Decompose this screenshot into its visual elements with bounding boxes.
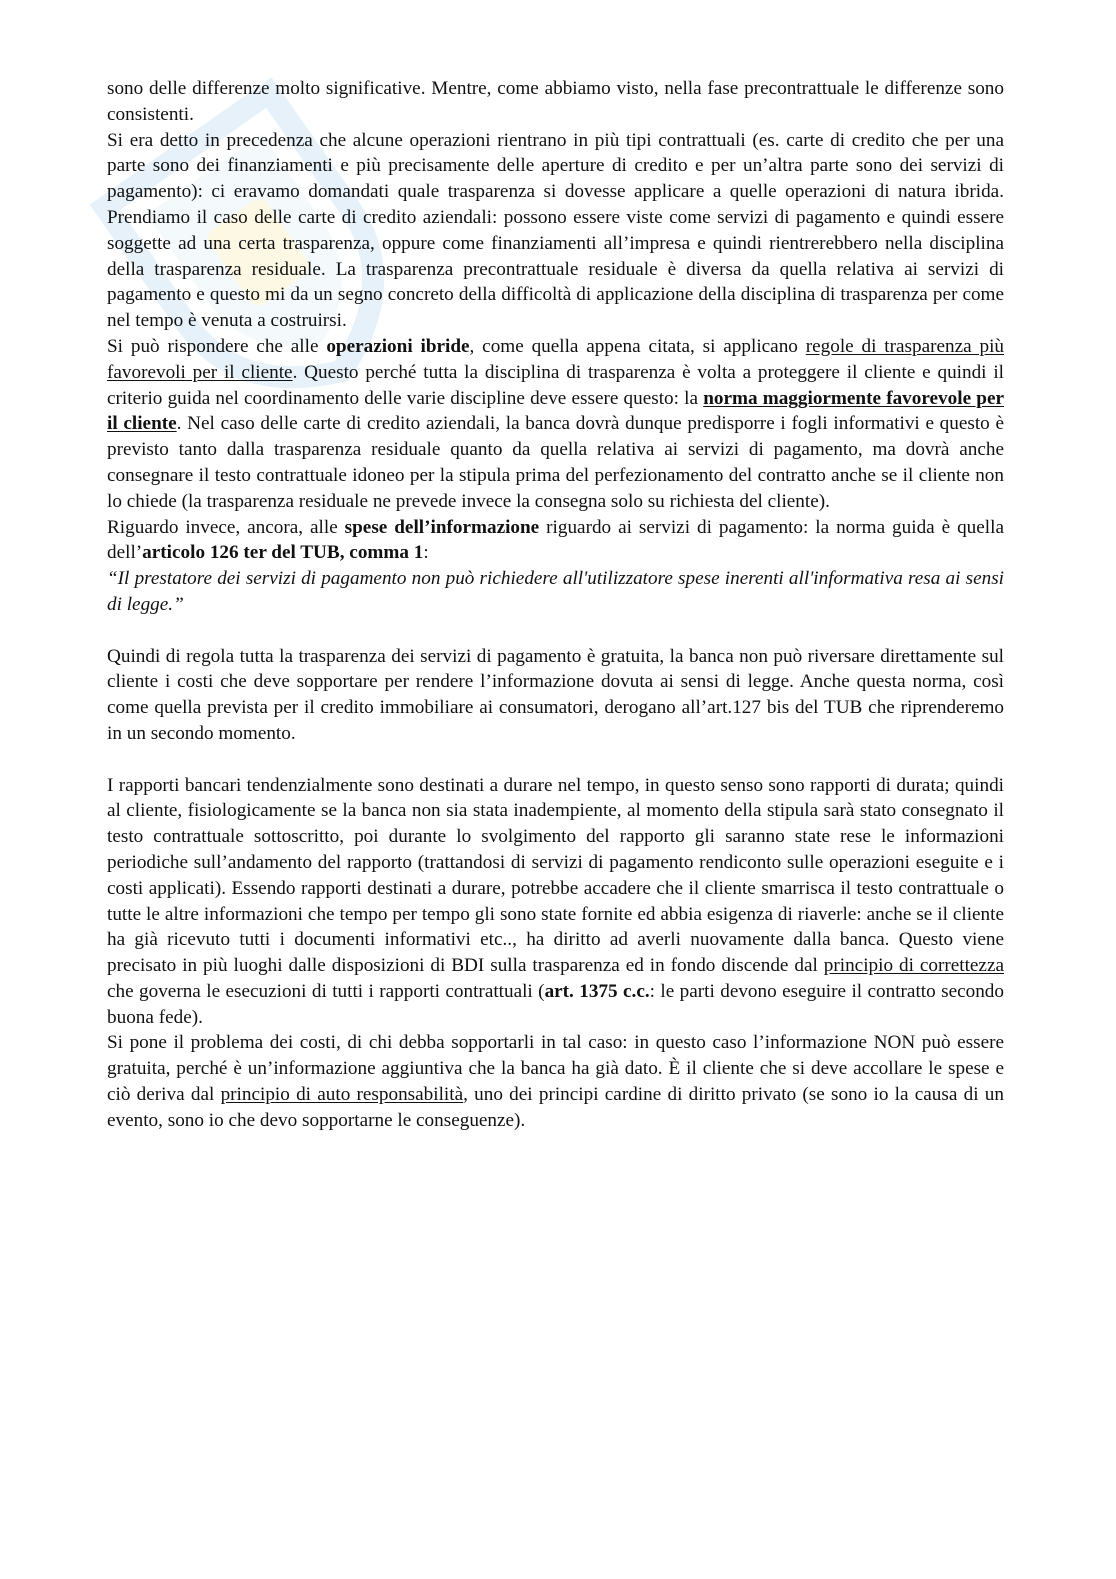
text-run: , come quella appena citata, si applicano <box>469 335 806 357</box>
paragraph <box>107 334 1004 515</box>
text-run: Si era detto in precedenza che alcune operazioni rientrano in più tipi contrattuali (es. carte di credito che per una parte sono dei finanziamenti e più precisamente delle aperture di credito e per un’altra parte sono dei servizi di pagamento): ci eravamo domandati quale trasparenza si dovesse applicare a quelle operazioni di natura ibrida. Prendiamo il caso delle carte di credito aziendali: possono essere viste come servizi di pagamento e quindi essere soggette ad una certa trasparenza, oppure come finanziamenti all’impresa e quindi rientrerebbero nella disciplina della trasparenza residuale. La trasparenza precontrattuale residuale è diversa da quella relativa ai servizi di pagamento e questo mi da un segno concreto della difficoltà di applicazione della disciplina di trasparenza per come nel tempo è venuta a costruirsi. <box>107 129 1004 332</box>
paragraph <box>107 76 1004 128</box>
text-run: : le parti devono eseguire il contratto secondo buona fede). <box>107 980 1004 1028</box>
paragraph <box>107 515 1004 567</box>
text-run: “Il prestatore dei servizi di pagamento non può richiedere all'utilizzatore spese inerenti all'informativa resa ai sensi di legge.” <box>107 568 1004 615</box>
text-run: . Nel caso delle carte di credito aziendali, la banca dovrà dunque predisporre i fogli informativi e questo è previsto tanto dalla trasparenza residuale quanto da quella relativa ai servizi di pagamento, ma dovrà anche consegnare il testo contrattuale idoneo per la stipula prima del perfezionamento del contratto anche se il cliente non lo chiede (la trasparenza residuale ne prevede invece la consegna solo su richiesta del cliente). <box>107 413 1005 512</box>
text-run: Si può rispondere che alle <box>107 335 327 357</box>
text-run: sono delle differenze molto significative. Mentre, come abbiamo visto, nella fase precontrattuale le differenze sono consistenti. <box>107 78 1004 125</box>
text-run: . Questo perché tutta la disciplina di trasparenza è volta a proteggere il cliente e quindi il criterio guida nel coordinamento delle varie discipline deve essere questo: la <box>107 361 1004 409</box>
text-run: , uno dei principi cardine di diritto privato (se sono io la causa di un evento, sono io che devo sopportarne le conseguenze). <box>107 1084 1004 1131</box>
paragraph <box>107 128 1004 334</box>
paragraph <box>107 1030 1004 1133</box>
text-run: Quindi di regola tutta la trasparenza dei servizi di pagamento è gratuita, la banca non può riversare direttamente sul cliente i costi che deve sopportare per rendere l’informazione dovuta ai sensi di legge. Anche questa norma, così come quella prevista per il credito immobiliare ai consumatori, derogano all’art.127 bis del TUB che riprenderemo in un secondo momento. <box>107 645 1004 744</box>
text-run: Riguardo invece, ancora, alle <box>107 516 345 538</box>
bold-text: art. 1375 c.c. <box>544 980 650 1002</box>
bold-text: spese dell’informazione <box>344 516 540 538</box>
text-run: : <box>423 542 429 564</box>
document-body <box>107 76 1004 1134</box>
text-run: Si pone il problema dei costi, di chi debba sopportarli in tal caso: in questo caso l’informazione NON può essere gratuita, perché è un’informazione aggiuntiva che la banca ha già dato. È il cliente che si deve accollare le spese e ciò deriva dal <box>107 1032 1004 1106</box>
quote-paragraph <box>107 566 1004 618</box>
text-run: I rapporti bancari tendenzialmente sono destinati a durare nel tempo, in questo senso sono rapporti di durata; quindi al cliente, fisiologicamente se la banca non sia stata inadempiente, al momento della stipula sarà stato consegnato il testo contrattuale sottoscritto, poi durante lo svolgimento del rapporto gli saranno state rese le informazioni periodiche sull’andamento del rapporto (trattandosi di servizi di pagamento rendiconto sulle operazioni eseguite e i costi applicati). Essendo rapporti destinati a durare, potrebbe accadere che il cliente smarrisca il testo contrattuale o tutte le altre informazioni che tempo per tempo gli sono state fornite ed abbia esigenza di riaverle: anche se il cliente ha già ricevuto tutti i documenti informativi etc.., ha diritto ad averli nuovamente dalla banca. Questo viene precisato in più luoghi dalle disposizioni di BDI sulla trasparenza ed in fondo discende dal <box>107 774 1004 977</box>
paragraph <box>107 644 1004 747</box>
underlined-text: principio di correttezza <box>823 955 1004 977</box>
text-run: che governa le esecuzioni di tutti i rapporti contrattuali ( <box>107 980 545 1002</box>
underlined-text: principio di auto responsabilità <box>220 1084 464 1106</box>
bold-text: articolo 126 ter del TUB, comma 1 <box>142 542 424 564</box>
bold-text: operazioni ibride <box>326 335 470 357</box>
text-run: riguardo ai servizi di pagamento: la norma guida è quella dell’ <box>107 516 1004 564</box>
bold-underlined-text: norma maggiormente favorevole per il cliente <box>107 387 1004 435</box>
paragraph <box>107 773 1004 1031</box>
underlined-text: regole di trasparenza più favorevoli per il cliente <box>107 335 1004 383</box>
